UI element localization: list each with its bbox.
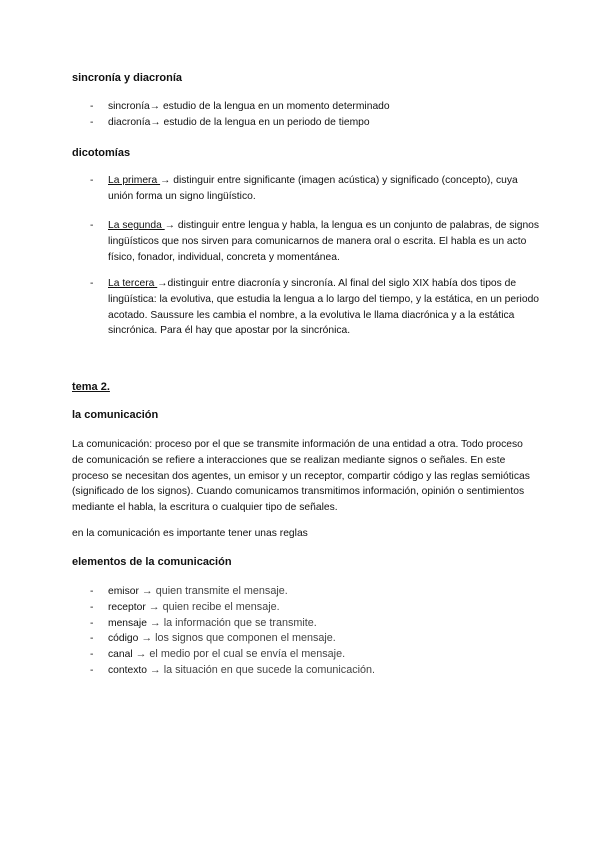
term: emisor bbox=[108, 586, 139, 597]
list-item: - receptor → quien recibe el mensaje. bbox=[90, 600, 280, 613]
list-item: - canal → el medio por el cual se envía el mensaje. bbox=[90, 648, 346, 661]
term: La segunda bbox=[108, 220, 165, 231]
list-item: - contexto → la situación en que sucede la comunicación. bbox=[90, 663, 376, 676]
list-item: - mensaje → la información que se transmite. bbox=[90, 616, 317, 629]
term: sincronía bbox=[108, 101, 150, 112]
term: diacronía bbox=[108, 116, 151, 128]
description: los signos que componen el mensaje. bbox=[155, 632, 336, 645]
arrow: → bbox=[146, 663, 164, 676]
term: La tercera bbox=[108, 278, 158, 289]
description: la situación en que sucede la comunicación. bbox=[163, 663, 376, 676]
arrow: → bbox=[138, 585, 156, 597]
description: distinguir entre lengua y habla, la lengua es un conjunto de palabras, de signos lingüísticos que nos sirven para comunicarnos de manera oral o escrita. El habla es un acto físico, fonador, individual, concreta y momentánea. bbox=[108, 220, 540, 263]
term: La primera bbox=[108, 175, 161, 186]
list-dicotomias bbox=[72, 173, 542, 205]
description: quien recibe el mensaje. bbox=[162, 600, 280, 613]
description: estudio de la lengua en un periodo de tiempo bbox=[160, 116, 370, 128]
description: distinguir entre diacronía y sincronía. Al final del siglo XIX había dos tipos de lingüística: la evolutiva, que estudia la lengua a lo largo del tiempo, y la estática, en un periodo acotado. Saussure les cambia el nombre, a la evolutiva le llama diacrónica y a la estática sincrónica. Para él hay que apostar por la sincrónica. bbox=[108, 278, 540, 337]
description: distinguir entre significante (imagen acústica) y significado (concepto), cuya unión forma un signo lingüístico. bbox=[108, 175, 518, 202]
list-item: - La segunda → distinguir entre lengua y habla, la lengua es un conjunto de palabras, de signos lingüísticos que nos sirven para comunicarnos de manera oral o escrita. El habla es un acto físico, fonador, individual, concreta y momentánea. bbox=[90, 220, 540, 263]
heading-sincronia-diacronia: sincronía y diacronía bbox=[72, 72, 183, 84]
term: contexto bbox=[108, 664, 147, 676]
arrow: → bbox=[150, 116, 161, 128]
arrow: → bbox=[138, 632, 156, 645]
arrow: → bbox=[149, 101, 161, 112]
heading-tema-2: tema 2. bbox=[72, 381, 110, 393]
list-dicotomias-2 bbox=[72, 218, 542, 265]
list-item: - La tercera →distinguir entre diacronía y sincronía. Al final del siglo XIX había dos tipos de lingüística: la evolutiva, que estudia la lengua a lo largo del tiempo, y la estática, en un periodo acotado. Saussure les cambia el nombre, a la evolutiva le llama diacrónica y a la estática sincrónica. Para él hay que apostar por la sincrónica. bbox=[90, 278, 540, 337]
paragraph-comunicacion: La comunicación: proceso por el que se transmite información de una entidad a otra. Todo proceso de comunicación se refiere a interacciones que se realizan mediante signos o señales. En este proceso se necesitan dos agentes, un emisor y un receptor, compartir código y las reglas semióticas (significado de los signos). Cuando comunicamos transmitimos información, opinión o sentimientos mediante el habla, la escritura o cualquier tipo de señales. bbox=[72, 439, 530, 514]
list-item: - La primera → distinguir entre significante (imagen acústica) y significado (concepto), cuya unión forma un signo lingüístico. bbox=[90, 175, 518, 202]
list-item: - diacronía→ estudio de la lengua en un periodo de tiempo bbox=[90, 116, 370, 128]
list-item: - emisor → quien transmite el mensaje. bbox=[90, 585, 288, 597]
heading-la-comunicacion: la comunicación bbox=[72, 409, 159, 421]
list-sincronia-diacronia bbox=[72, 99, 542, 131]
paragraph-reglas: en la comunicación es importante tener unas reglas bbox=[72, 528, 308, 539]
description: el medio por el cual se envía el mensaje. bbox=[149, 648, 346, 661]
description: quien transmite el mensaje. bbox=[155, 585, 288, 597]
heading-dicotomias: dicotomías bbox=[72, 147, 131, 159]
list-item: - sincronía→ estudio de la lengua en un momento determinado bbox=[90, 101, 390, 112]
arrow: → bbox=[160, 175, 171, 186]
description: la información que se transmite. bbox=[163, 616, 317, 629]
description: estudio de la lengua en un momento determinado bbox=[160, 101, 390, 112]
arrow: → bbox=[157, 278, 168, 289]
term: mensaje bbox=[108, 617, 147, 629]
term: canal bbox=[108, 649, 133, 661]
term: receptor bbox=[108, 601, 146, 613]
heading-elementos: elementos de la comunicación bbox=[72, 556, 232, 568]
arrow: → bbox=[164, 220, 175, 231]
list-item: - código → los signos que componen el mensaje. bbox=[90, 632, 336, 645]
arrow: → bbox=[132, 648, 150, 661]
term: código bbox=[108, 633, 139, 645]
arrow: → bbox=[146, 616, 164, 629]
list-dicotomias-3 bbox=[72, 276, 542, 339]
arrow: → bbox=[145, 600, 163, 613]
list-elementos bbox=[72, 584, 542, 679]
